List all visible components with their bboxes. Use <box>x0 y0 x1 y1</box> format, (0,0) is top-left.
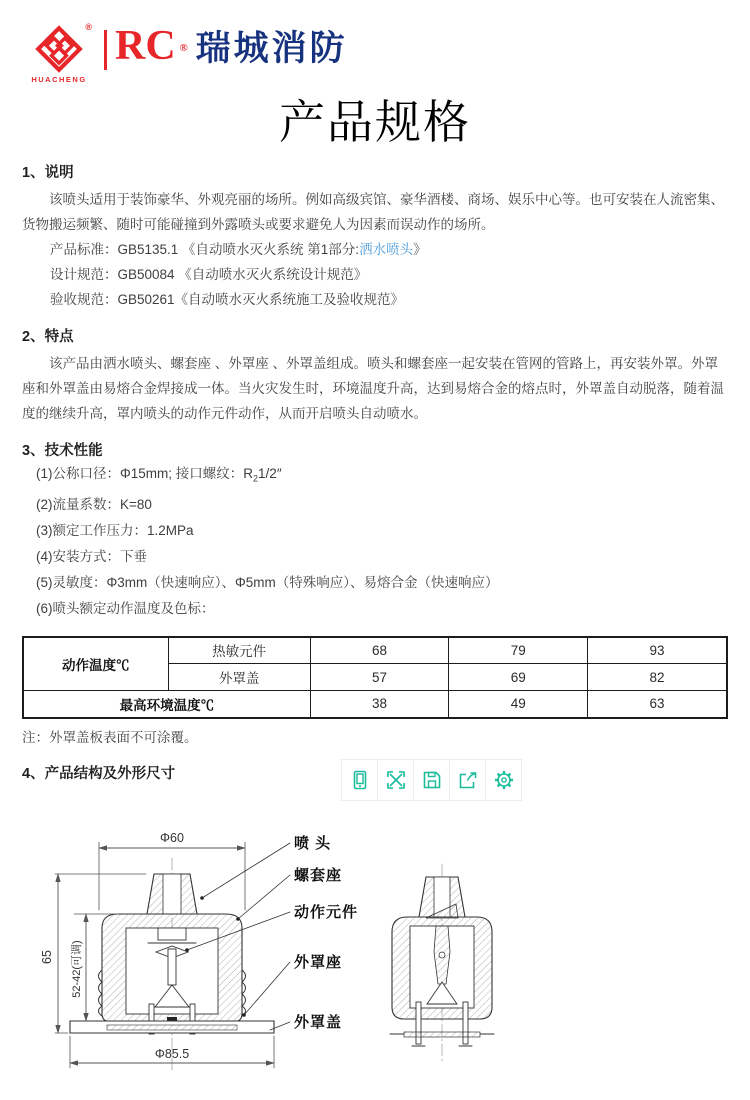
label-sprinkler-head: 喷 头 <box>294 834 332 852</box>
label-action-element: 动作元件 <box>294 903 359 921</box>
section1-heading: 1、说明 <box>22 165 74 181</box>
table-cell-max-ambient: 最高环境温度℃ <box>23 691 310 718</box>
image-toolbar <box>342 759 522 801</box>
section4-header-row <box>22 764 728 810</box>
label-cover-lid: 外罩盖 <box>294 1013 343 1031</box>
save-icon <box>421 769 443 791</box>
sprinkler-standard-link[interactable]: 洒水喷头 <box>359 242 414 257</box>
tech-item-1 <box>22 461 728 492</box>
page-title: 产品规格 <box>279 96 471 148</box>
huacheng-wordmark: HUACHENG <box>31 75 87 84</box>
table-cell: 82 <box>588 664 727 691</box>
product-structure-drawing <box>22 822 728 1083</box>
dimension-top-diameter: Φ60 <box>160 830 184 845</box>
standard-line-2: 设计规范：GB50084 《自动喷水灭火系统设计规范》 <box>50 267 368 282</box>
brand-header <box>22 0 728 84</box>
sectional-view-assembled <box>390 864 494 1062</box>
standard-line-1 <box>22 237 728 262</box>
table-cell: 57 <box>310 664 449 691</box>
tech-item-4: (4)安装方式：下垂 <box>36 548 147 564</box>
fullscreen-icon <box>385 769 407 791</box>
tech-item-2: (2)流量系数：K=80 <box>36 496 152 512</box>
table-cell-action-temp: 动作温度℃ <box>23 637 168 691</box>
temperature-table <box>22 636 728 719</box>
standard1-suffix: 》 <box>413 242 427 257</box>
table-cell: 68 <box>310 637 449 664</box>
mobile-preview-icon <box>349 769 371 791</box>
mobile-preview-button[interactable] <box>341 759 378 801</box>
rc-wordmark <box>115 24 188 68</box>
settings-button[interactable] <box>485 759 522 801</box>
label-threaded-sleeve: 螺套座 <box>294 866 343 884</box>
table-cell: 79 <box>449 637 588 664</box>
sectional-view-with-dimensions <box>40 831 358 1072</box>
tech-item-6: (6)喷头额定动作温度及色标： <box>36 600 215 616</box>
huacheng-logo <box>22 24 96 84</box>
item1-suffix: 1/2″ <box>258 466 282 481</box>
table-cell-cover-lid: 外罩盖 <box>168 664 310 691</box>
share-button[interactable] <box>449 759 486 801</box>
table-cell: 69 <box>449 664 588 691</box>
table-cell: 93 <box>588 637 727 664</box>
dimension-adjustable-height: 52-42(可调) <box>71 939 83 998</box>
table-cell-thermal-element: 热敏元件 <box>168 637 310 664</box>
fullscreen-button[interactable] <box>377 759 414 801</box>
brand-name: 瑞城消防 <box>195 29 348 68</box>
section2-paragraph: 该产品由洒水喷头、螺套座 、外罩座 、外罩盖组成。喷头和螺套座一起安装在管网的管路上，再安装外罩。外罩座和外罩盖由易熔合金焊接成一体。当火灾发生时，环境温度升高，达到易熔合金的熔点时，外罩盖自动脱落，随着温度的继续升高，罩内喷头的动作元件动作，从而开启喷头自动喷水。 <box>22 356 724 421</box>
registered-mark: ® <box>85 22 92 32</box>
share-icon <box>457 769 479 791</box>
logo-divider <box>104 30 107 70</box>
registered-mark: ® <box>179 42 188 54</box>
huacheng-diamond-icon <box>34 24 84 74</box>
label-cover-seat: 外罩座 <box>294 953 343 971</box>
structure-drawing-svg <box>22 822 722 1078</box>
standard-line-3: 验收规范：GB50261《自动喷水灭火系统施工及验收规范》 <box>50 292 405 307</box>
item1-prefix: (1)公称口径：Φ15mm; 接口螺纹：R <box>36 466 254 481</box>
rc-letters: RC <box>115 23 176 69</box>
item1-subscript: 2 <box>253 473 259 484</box>
table-cell: 63 <box>588 691 727 718</box>
tech-item-5: (5)灵敏度：Φ3mm（快速响应）、Φ5mm（特殊响应）、易熔合金（快速响应） <box>36 574 499 590</box>
section3-heading: 3、技术性能 <box>22 443 103 459</box>
table-cell: 49 <box>449 691 588 718</box>
table-cell: 38 <box>310 691 449 718</box>
dimension-bottom-diameter: Φ85.5 <box>154 1046 190 1061</box>
table-note: 注：外罩盖板表面不可涂覆。 <box>22 729 198 745</box>
section2-heading: 2、特点 <box>22 329 74 345</box>
settings-gear-icon <box>493 769 515 791</box>
tech-item-3: (3)额定工作压力：1.2MPa <box>36 522 194 538</box>
section1-paragraph: 该喷头适用于装饰豪华、外观亮丽的场所。例如高级宾馆、豪华酒楼、商场、娱乐中心等。也可安装在人流密集、货物搬运频繁、随时可能碰撞到外露喷头或要求避免人为因素而误动作的场所。 <box>22 192 724 232</box>
save-button[interactable] <box>413 759 450 801</box>
section4-heading: 4、产品结构及外形尺寸 <box>22 765 176 782</box>
standard1-text: 产品标准：GB5135.1 《自动喷水灭火系统 第1部分: <box>50 242 360 257</box>
table-row <box>23 637 727 664</box>
dimension-total-height: 65 <box>40 949 54 964</box>
table-row <box>23 691 727 718</box>
